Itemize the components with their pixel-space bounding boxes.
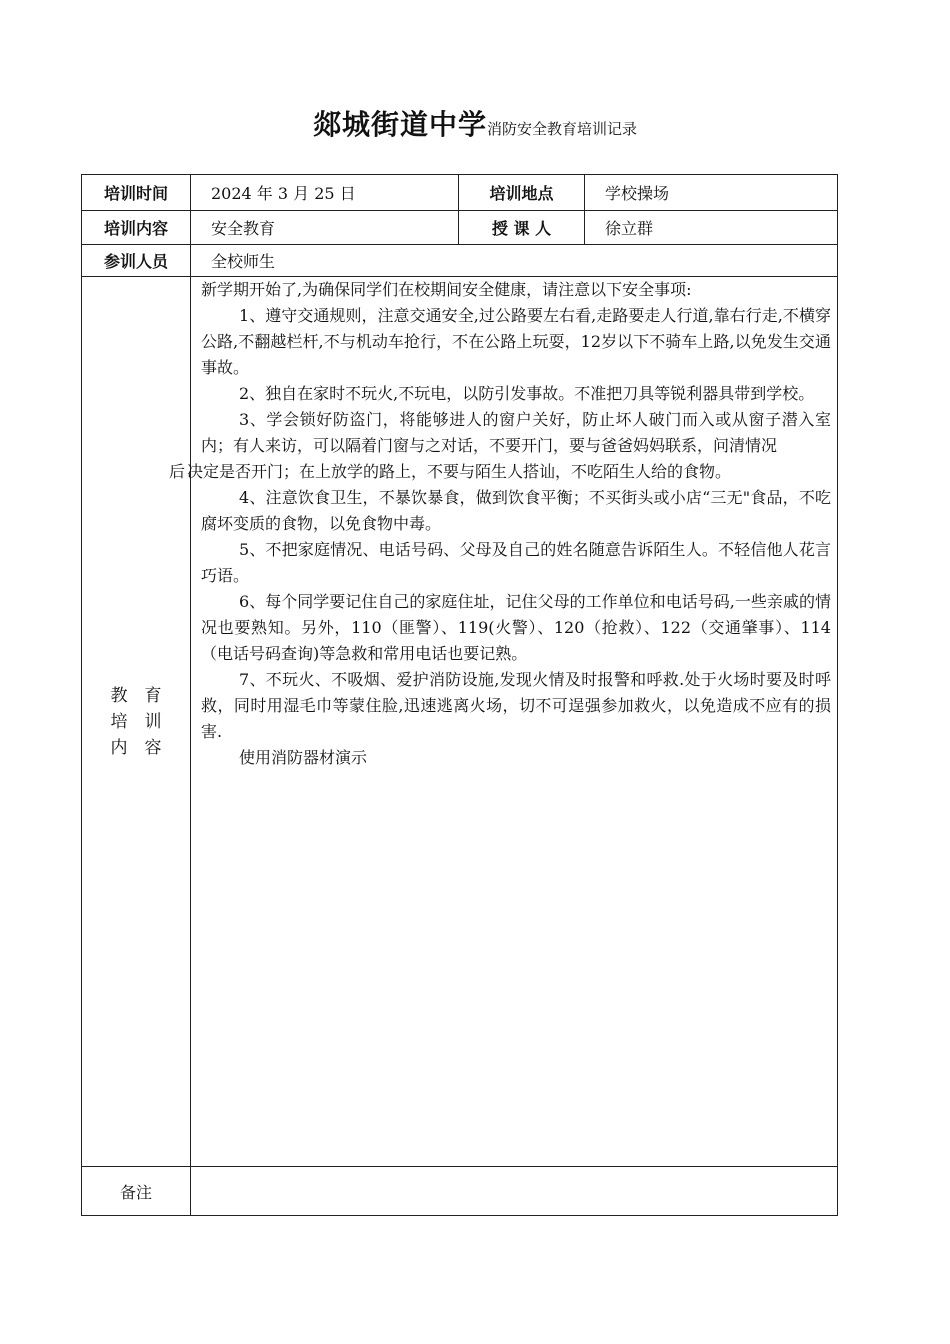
training-content-text	[169, 277, 837, 771]
training-content-cell	[169, 277, 838, 1167]
item-5: 5、不把家庭情况、电话号码、父母及自己的姓名随意告诉陌生人。不轻信他人花言巧语。	[201, 540, 831, 585]
label-line-1: 教 育	[110, 685, 162, 706]
content-label: 培训内容	[82, 211, 191, 245]
item-3-hou: 后	[169, 462, 186, 481]
time-value: 2024 年 3 月 25 日	[191, 175, 459, 211]
content-value: 安全教育	[191, 211, 459, 245]
content-teacher-row	[82, 211, 838, 245]
training-record-table	[81, 174, 838, 1216]
item-3a: 3、学会锁好防盗门，将能够进人的窗户关好，防止坏人破门而入或从窗子潜入室内；有人来访，可以隔着门窗与之对话，不要开门，要与爸爸妈妈联系，问清情况	[201, 410, 831, 455]
item-4: 4、注意饮食卫生，不暴饮暴食，做到饮食平衡；不买街头或小店“三无"食品，不吃腐坏变质的食物，以免食物中毒。	[201, 488, 831, 533]
time-label: 培训时间	[82, 175, 191, 211]
page-title	[0, 103, 950, 143]
item-3b: 决定是否开门；在上放学的路上，不要与陌生人搭讪，不吃陌生人给的食物。	[187, 462, 732, 481]
teacher-value: 徐立群	[585, 211, 838, 245]
record-name: 消防安全教育培训记录	[487, 120, 638, 138]
item-3b-paragraph	[169, 459, 831, 485]
remarks-label: 备注	[82, 1167, 191, 1216]
school-name: 郯城街道中学	[312, 108, 487, 141]
item-1: 1、遵守交通规则，注意交通安全,过公路要左右看,走路要走人行道,靠右行走,不横穿公路,不翻越栏杆,不与机动车抢行，不在公路上玩耍，12岁以下不骑车上路,以免发生交通事故。	[201, 306, 831, 377]
item-7: 7、不玩火、不吸烟、爱护消防设施,发现火情及时报警和呼救.处于火场时要及时呼救，同时用湿毛巾等蒙住脸,迅速逃离火场，切不可逞强参加救火，以免造成不应有的损害.	[201, 670, 831, 741]
place-value: 学校操场	[585, 175, 838, 211]
remarks-row	[82, 1167, 838, 1216]
intro-paragraph: 新学期开始了,为确保同学们在校期间安全健康，请注意以下安全事项:	[201, 280, 692, 299]
place-label: 培训地点	[459, 175, 585, 211]
remarks-value	[191, 1167, 838, 1216]
demo-line: 使用消防器材演示	[239, 748, 368, 767]
label-line-3: 内 容	[110, 737, 162, 758]
participants-row	[82, 245, 838, 277]
teacher-label: 授 课 人	[459, 211, 585, 245]
item-6: 6、每个同学要记住自己的家庭住址，记住父母的工作单位和电话号码,一些亲戚的情况也要熟知。另外，110（匪警）、119(火警）、120（抢救）、122（交通肇事）、114（电话号码查询)等急救和常用电话也要记熟。	[201, 592, 831, 663]
item-2: 2、独自在家时不玩火,不玩电，以防引发事故。不准把刀具等锐利器具带到学校。	[239, 384, 815, 403]
time-place-row	[82, 175, 838, 211]
label-line-2: 培 训	[110, 711, 162, 732]
training-content-row	[82, 277, 838, 1167]
participants-label: 参训人员	[82, 245, 191, 277]
participants-value: 全校师生	[191, 245, 838, 277]
training-content-label	[82, 277, 191, 1167]
